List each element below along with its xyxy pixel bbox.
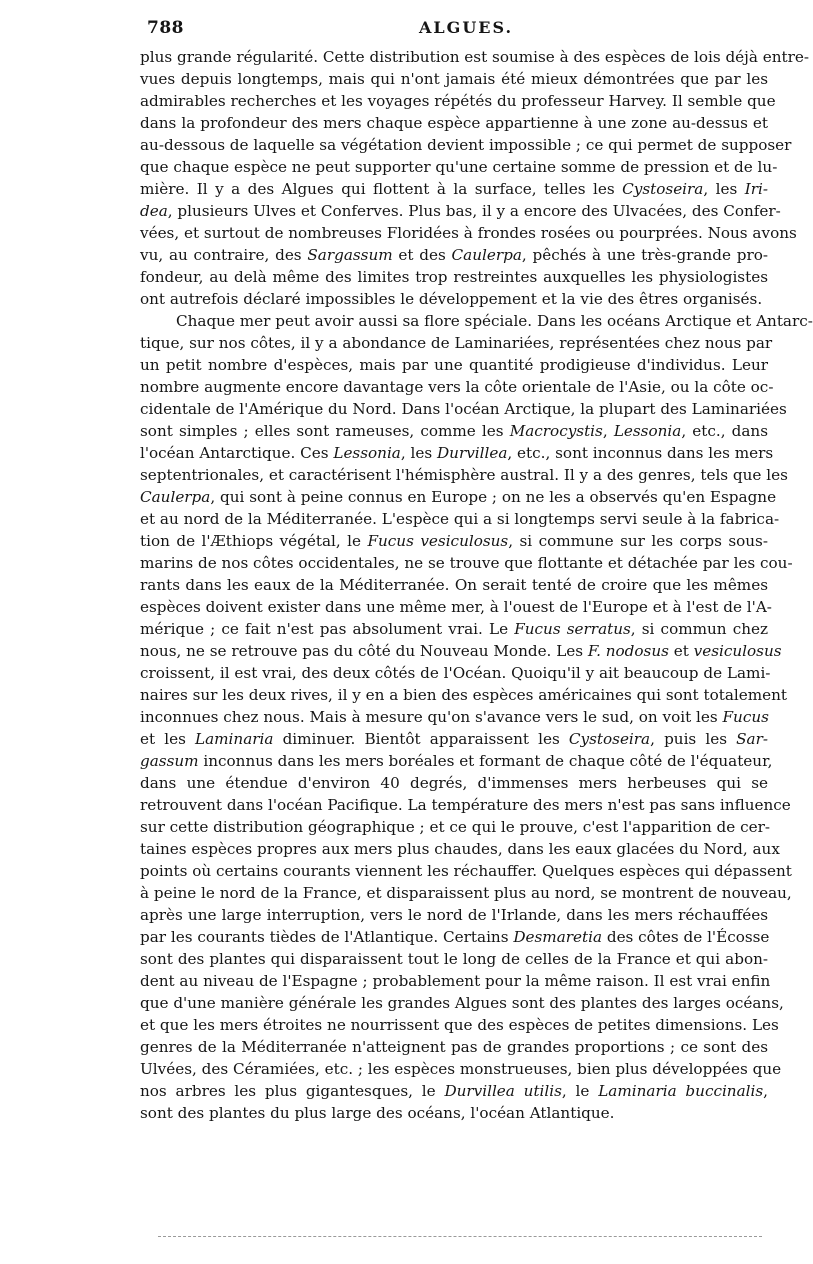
text-line: sur cette distribution géographique ; et ce qui le prouve, c'est l'apparition de cer-	[140, 818, 770, 836]
text-line: vu, au contraire, des Sargassum et des Caulerpa, pêchés à une très-grande pro-	[140, 246, 768, 264]
text-line: par les courants tièdes de l'Atlantique. Certains Desmaretia des côtes de l'Écosse	[140, 928, 770, 946]
text-line: au-dessous de laquelle sa végétation devient impossible ; ce qui permet de supposer	[140, 136, 792, 154]
text-line: tique, sur nos côtes, il y a abondance de Laminariées, représentées chez nous par	[140, 334, 773, 352]
text-line: inconnues chez nous. Mais à mesure qu'on s'avance vers le sud, on voit les Fucus	[140, 708, 769, 726]
text-line: points où certains courants viennent les réchauffer. Quelques espèces qui dépassent	[140, 862, 792, 880]
text-line: Caulerpa, qui sont à peine connus en Europe ; on ne les a observés qu'en Espagne	[140, 488, 777, 506]
text-line: dans une étendue d'environ 40 degrés, d'immenses mers herbeuses qui se	[140, 774, 768, 792]
text-line: dans la profondeur des mers chaque espèce appartienne à une zone au-dessus et	[140, 114, 768, 132]
text-line: fondeur, au delà même des limites trop restreintes auxquelles les physiologistes	[140, 268, 768, 286]
body-text	[140, 46, 813, 1124]
page-number: 788	[147, 18, 184, 38]
text-line: sont des plantes du plus large des océans, l'océan Atlantique.	[140, 1104, 615, 1122]
text-line: plus grande régularité. Cette distribution est soumise à des espèces de lois déjà entre-	[140, 48, 809, 66]
text-line: sont simples ; elles sont rameuses, comme les Macrocystis, Lessonia, etc., dans	[140, 422, 769, 440]
text-line: genres de la Méditerranée n'atteignent pas de grandes proportions ; ce sont des	[140, 1038, 768, 1056]
text-line: l'océan Antarctique. Ces Lessonia, les Durvillea, etc., sont inconnus dans les mers	[140, 444, 774, 462]
running-title: ALGUES.	[419, 18, 514, 37]
text-line: ont autrefois déclaré impossibles le développement et la vie des êtres organisés.	[140, 290, 763, 308]
text-line: espèces doivent exister dans une même mer, à l'ouest de l'Europe et à l'est de l'A-	[140, 598, 772, 616]
text-line: cidentale de l'Amérique du Nord. Dans l'océan Arctique, la plupart des Laminariées	[140, 400, 787, 418]
text-line: et que les mers étroites ne nourrissent que des espèces de petites dimensions. Les	[140, 1016, 779, 1034]
text-line: naires sur les deux rives, il y en a bien des espèces américaines qui sont totalement	[140, 686, 787, 704]
text-line: admirables recherches et les voyages répétés du professeur Harvey. Il semble que	[140, 92, 776, 110]
text-line: septentrionales, et caractérisent l'hémisphère austral. Il y a des genres, tels que les	[140, 466, 788, 484]
text-line: et au nord de la Méditerranée. L'espèce qui a si longtemps servi seule à la fabrica-	[140, 510, 780, 528]
text-line: et les Laminaria diminuer. Bientôt apparaissent les Cystoseira, puis les Sar-	[140, 730, 769, 748]
text-line: rants dans les eaux de la Méditerranée. On serait tenté de croire que les mêmes	[140, 576, 768, 594]
text-line: gassum inconnus dans les mers boréales et formant de chaque côté de l'équateur,	[140, 752, 773, 770]
text-line: vues depuis longtemps, mais qui n'ont jamais été mieux démontrées que par les	[140, 70, 768, 88]
text-line: dent au niveau de l'Espagne ; probablement pour la même raison. Il est vrai enfin	[140, 972, 771, 990]
text-line: un petit nombre d'espèces, mais par une quantité prodigieuse d'individus. Leur	[140, 356, 768, 374]
text-line: dea, plusieurs Ulves et Conferves. Plus bas, il y a encore des Ulvacées, des Confer-	[140, 202, 781, 220]
text-line: à peine le nord de la France, et disparaissent plus au nord, se montrent de nouveau,	[140, 884, 792, 902]
text-line: retrouvent dans l'océan Pacifique. La température des mers n'est pas sans influence	[140, 796, 791, 814]
text-line: marins de nos côtes occidentales, ne se trouve que flottante et détachée par les cou-	[140, 554, 793, 572]
text-line: nos arbres les plus gigantesques, le Durvillea utilis, le Laminaria buccinalis,	[140, 1082, 768, 1100]
text-line: taines espèces propres aux mers plus chaudes, dans les eaux glacées du Nord, aux	[140, 840, 780, 858]
text-line: croissent, il est vrai, des deux côtés de l'Océan. Quoiqu'il y ait beaucoup de Lami-	[140, 664, 771, 682]
text-line: nous, ne se retrouve pas du côté du Nouveau Monde. Les F. nodosus et vesiculosus	[140, 642, 782, 660]
text-line: que d'une manière générale les grandes Algues sont des plantes des larges océans,	[140, 994, 784, 1012]
text-line: nombre augmente encore davantage vers la côte orientale de l'Asie, ou la côte oc-	[140, 378, 774, 396]
text-line: sont des plantes qui disparaissent tout le long de celles de la France et qui abon-	[140, 950, 768, 968]
text-line: que chaque espèce ne peut supporter qu'une certaine somme de pression et de lu-	[140, 158, 778, 176]
text-line: mérique ; ce fait n'est pas absolument vrai. Le Fucus serratus, si commun chez	[140, 620, 768, 638]
text-line: mière. Il y a des Algues qui flottent à la surface, telles les Cystoseira, les Iri-	[140, 180, 768, 198]
text-line: vées, et surtout de nombreuses Floridées à frondes rosées ou pourprées. Nous avons	[140, 224, 797, 242]
footer-rule	[158, 1236, 762, 1237]
text-line: Ulvées, des Céramiées, etc. ; les espèces monstrueuses, bien plus développées que	[140, 1060, 782, 1078]
page-header	[147, 18, 768, 44]
text-line: après une large interruption, vers le nord de l'Irlande, dans les mers réchauffées	[140, 906, 768, 924]
text-line: tion de l'Æthiops végétal, le Fucus vesiculosus, si commune sur les corps sous-	[140, 532, 768, 550]
text-line: Chaque mer peut avoir aussi sa flore spéciale. Dans les océans Arctique et Antarc-	[176, 312, 813, 330]
